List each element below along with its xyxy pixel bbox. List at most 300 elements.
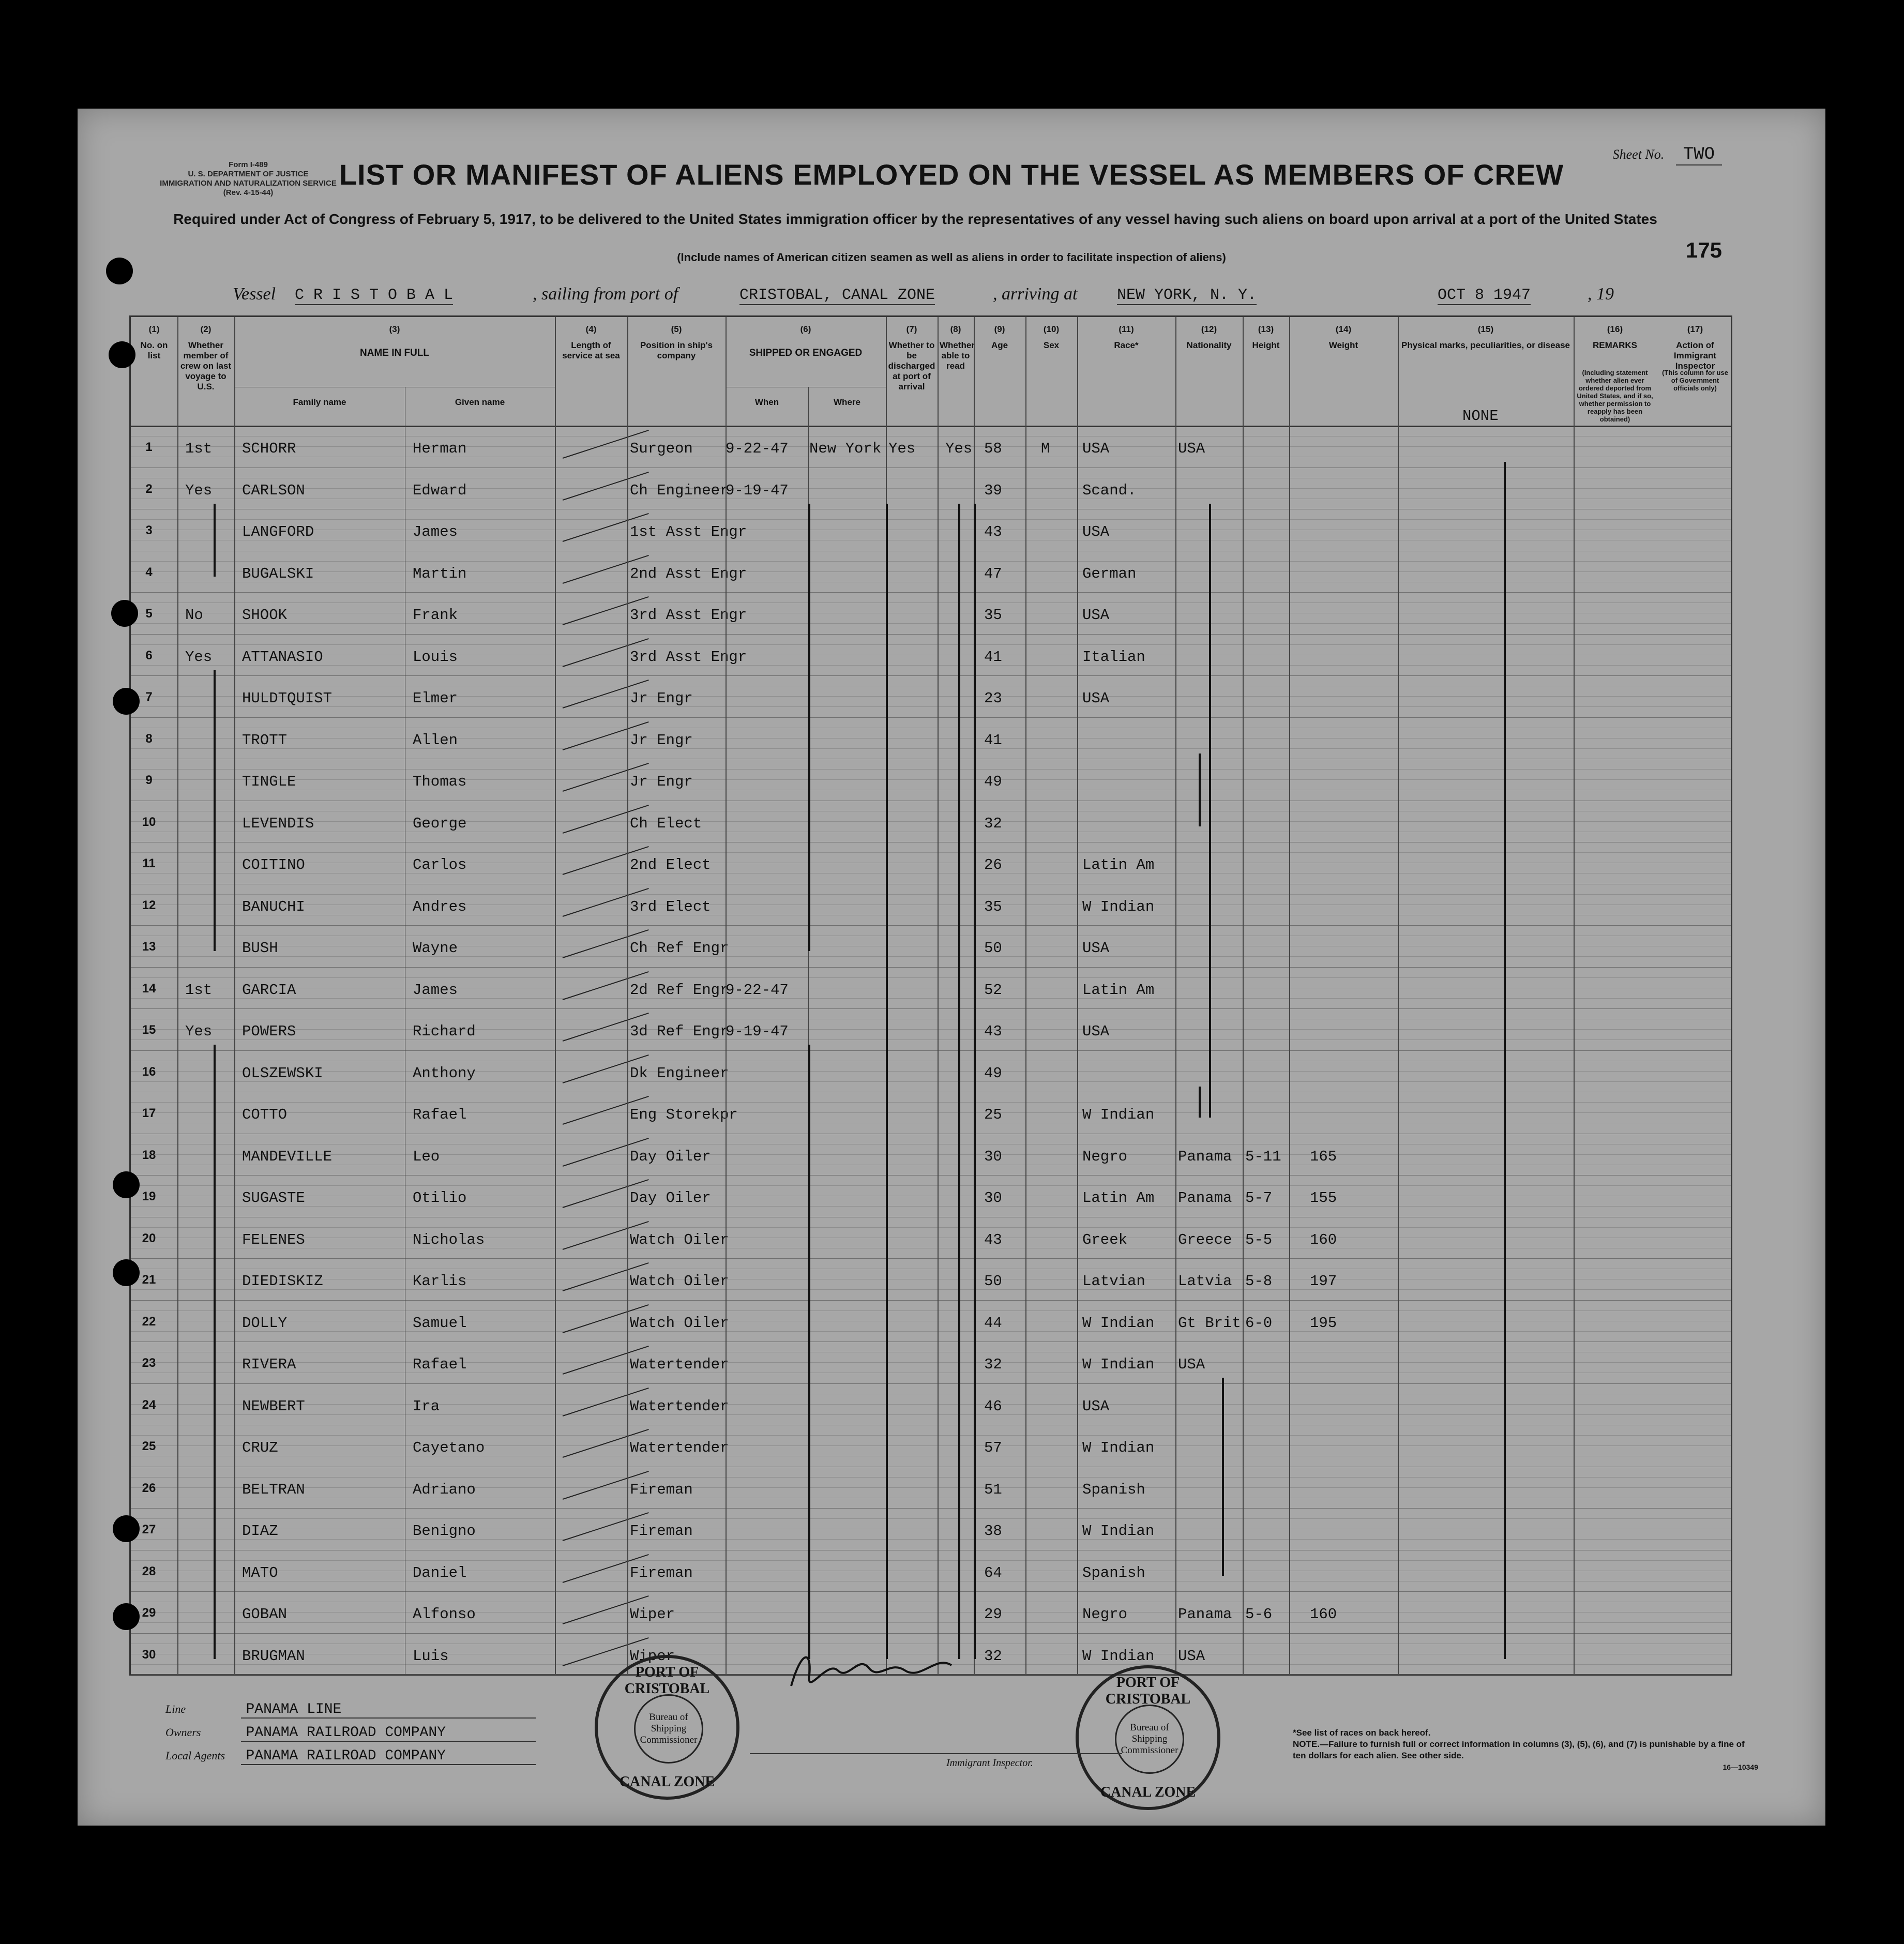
given-name: James	[413, 981, 458, 999]
header-number-c6: (6)	[800, 324, 811, 334]
header-label-c10: Sex	[1043, 340, 1060, 350]
last-voyage: 1st	[185, 440, 213, 457]
nationality: Panama	[1178, 1189, 1232, 1207]
row-number: 25	[142, 1439, 156, 1453]
family-name: BELTRAN	[242, 1481, 305, 1498]
given-name: Leo	[413, 1148, 440, 1165]
grid-line	[131, 1071, 1731, 1072]
given-name: Rafael	[413, 1356, 467, 1373]
row-number: 15	[142, 1023, 156, 1037]
given-name: Nicholas	[413, 1231, 485, 1248]
stamp-ring-bottom: CANAL ZONE	[1100, 1784, 1196, 1800]
given-name: Otilio	[413, 1189, 467, 1207]
row-number: 22	[142, 1314, 156, 1329]
agents-field	[165, 1748, 536, 1765]
row-number: 6	[145, 648, 153, 662]
form-id-line: IMMIGRATION AND NATURALIZATION SERVICE	[160, 179, 337, 188]
age: 35	[984, 898, 1002, 915]
header-number-c9: (9)	[994, 324, 1005, 334]
position: Wiper	[630, 1647, 675, 1665]
given-name: Martin	[413, 565, 467, 582]
header-number-c10: (10)	[1043, 324, 1060, 334]
port-stamp-right	[1076, 1665, 1220, 1810]
given-name: Daniel	[413, 1564, 467, 1581]
row-number: 4	[145, 565, 153, 579]
row-number: 27	[142, 1523, 156, 1536]
grid-line	[131, 1029, 1731, 1030]
header-label-c3: NAME IN FULL	[359, 348, 430, 358]
position: 1st Asst Engr	[630, 523, 747, 540]
page-number: 175	[1685, 238, 1722, 262]
row-number: 26	[142, 1481, 156, 1495]
grid-line	[131, 956, 1731, 957]
shipped-where: New York	[809, 440, 882, 457]
age: 41	[984, 648, 1002, 666]
header-number-c2: (2)	[200, 324, 211, 334]
table-row	[131, 1300, 1731, 1342]
family-name: FELENES	[242, 1231, 305, 1248]
race: Latin Am	[1082, 1189, 1155, 1207]
grid-line	[131, 1112, 1731, 1113]
grid-line	[131, 1102, 1731, 1103]
grid-line	[131, 696, 1731, 697]
given-name: Carlos	[413, 856, 467, 873]
grid-line	[131, 1539, 1731, 1540]
ditto-mark	[886, 504, 888, 1659]
ditto-mark	[958, 504, 960, 1659]
family-name: POWERS	[242, 1023, 296, 1040]
table-row	[131, 801, 1731, 842]
grid-line	[131, 1331, 1731, 1332]
given-name: Ira	[413, 1397, 440, 1415]
nationality: Panama	[1178, 1606, 1232, 1623]
stamp-ring-top: PORT OF CRISTOBAL	[624, 1664, 710, 1697]
nationality: Gt Brit	[1178, 1314, 1241, 1332]
ditto-mark	[214, 1045, 216, 1659]
header-number-c15: (15)	[1477, 324, 1494, 334]
form-id-line: (Rev. 4-15-44)	[223, 188, 274, 197]
ditto-mark	[214, 504, 216, 577]
position: Ch Elect	[630, 815, 702, 832]
grid-line	[131, 706, 1731, 707]
column-separator	[1398, 317, 1399, 1674]
grid-line	[131, 571, 1731, 572]
race: USA	[1082, 523, 1110, 540]
row-number: 29	[142, 1606, 156, 1620]
given-name: James	[413, 523, 458, 540]
fine-note-block	[1293, 1727, 1758, 1773]
age: 64	[984, 1564, 1002, 1581]
ditto-mark	[214, 670, 216, 952]
family-name: COITINO	[242, 856, 305, 873]
given-name: Anthony	[413, 1064, 476, 1082]
position: 3d Ref Engr	[630, 1023, 729, 1040]
header-label-c14: Weight	[1328, 340, 1358, 350]
last-voyage: 1st	[185, 981, 213, 999]
header-label-c8: Whether able to read	[940, 340, 975, 371]
position: Ch Engineer	[630, 481, 729, 499]
race: German	[1082, 565, 1137, 582]
stamp-ring-top: PORT OF CRISTOBAL	[1105, 1675, 1191, 1707]
weight: 165	[1310, 1148, 1337, 1165]
row-number: 16	[142, 1064, 156, 1079]
family-name: SHOOK	[242, 607, 288, 624]
sailing-label: , sailing from port of	[533, 284, 678, 304]
arrival-date: OCT 8 1947	[1438, 287, 1531, 304]
grid-line	[131, 779, 1731, 780]
family-name: TINGLE	[242, 773, 296, 790]
nationality: Latvia	[1178, 1273, 1232, 1290]
header-when: When	[754, 397, 779, 407]
table-row	[131, 1550, 1731, 1592]
given-name: Herman	[413, 440, 467, 457]
position: Watertender	[630, 1397, 729, 1415]
row-number: 1	[145, 440, 153, 454]
punch-hole	[113, 688, 140, 715]
grid-line	[131, 1477, 1731, 1478]
family-name: MATO	[242, 1564, 278, 1581]
column-separator	[1077, 317, 1078, 1674]
column-separator	[1025, 317, 1026, 1674]
family-name: BRUGMAN	[242, 1647, 305, 1665]
row-number: 19	[142, 1189, 156, 1203]
age: 29	[984, 1606, 1002, 1623]
grid-line	[131, 602, 1731, 603]
column-separator	[938, 317, 939, 1674]
table-row	[131, 1342, 1731, 1383]
family-name: BUGALSKI	[242, 565, 314, 582]
table-row	[131, 592, 1731, 634]
grid-line	[131, 1154, 1731, 1155]
line-value: PANAMA LINE	[241, 1701, 536, 1719]
table-row	[131, 842, 1731, 884]
family-name: SUGASTE	[242, 1189, 305, 1207]
row-number: 5	[145, 607, 153, 621]
grid-line	[131, 488, 1731, 489]
age: 32	[984, 1647, 1002, 1665]
punch-hole	[109, 341, 135, 368]
given-name: George	[413, 815, 467, 832]
position: 3rd Asst Engr	[630, 648, 747, 666]
arriving-label: , arriving at	[993, 284, 1078, 304]
given-name: Rafael	[413, 1106, 467, 1123]
page-subtitle: Required under Act of Congress of February 5, 1917, to be delivered to the United States immigration officer by the representatives of any vessel having such aliens on board upon arrival at a port of the United States	[173, 211, 1657, 227]
age: 25	[984, 1106, 1002, 1123]
given-name: Thomas	[413, 773, 467, 790]
header-number-c16: (16)	[1607, 324, 1623, 334]
header-label-c15: Physical marks, peculiarities, or disease	[1401, 340, 1570, 350]
family-name: DIEDISKIZ	[242, 1273, 323, 1290]
position: Watch Oiler	[630, 1231, 729, 1248]
row-number: 30	[142, 1647, 156, 1662]
ditto-mark	[1222, 1378, 1224, 1576]
punch-hole	[113, 1171, 140, 1198]
position: Wiper	[630, 1606, 675, 1623]
given-name: Wayne	[413, 940, 458, 957]
stamp-center: Bureau of Shipping Commissioner	[634, 1694, 703, 1764]
race: USA	[1082, 607, 1110, 624]
ditto-mark	[1199, 1087, 1201, 1118]
given-name: Edward	[413, 481, 467, 499]
voyage-line	[233, 284, 1722, 315]
age: 30	[984, 1148, 1002, 1165]
header-number-c12: (12)	[1201, 324, 1217, 334]
position: 3rd Asst Engr	[630, 607, 747, 624]
header-given-name: Given name	[455, 397, 505, 407]
row-number: 21	[142, 1273, 156, 1287]
header-label-c12: Nationality	[1186, 340, 1232, 350]
table-row	[131, 759, 1731, 801]
header-label-c4: Length of service at sea	[562, 340, 620, 360]
nationality: Greece	[1178, 1231, 1232, 1248]
position: Watertender	[630, 1439, 729, 1456]
race: Negro	[1082, 1606, 1128, 1623]
table-row	[131, 426, 1731, 468]
age: 43	[984, 523, 1002, 540]
header-label-c13: Height	[1252, 340, 1280, 350]
table-header	[131, 317, 1731, 427]
stamp-center: Bureau of Shipping Commissioner	[1115, 1705, 1184, 1774]
manifest-sheet	[78, 109, 1825, 1826]
table-row	[131, 1217, 1731, 1259]
family-name: CARLSON	[242, 481, 305, 499]
position: Watertender	[630, 1356, 729, 1373]
grid-line	[131, 1414, 1731, 1415]
grid-line	[131, 738, 1731, 739]
year-label: , 19	[1588, 284, 1614, 304]
able-to-read: Yes	[945, 440, 973, 457]
position: 2nd Elect	[630, 856, 711, 873]
family-name: OLSZEWSKI	[242, 1064, 323, 1082]
physical-marks-value: NONE	[1462, 408, 1499, 425]
given-name: Elmer	[413, 690, 458, 707]
row-number: 23	[142, 1356, 156, 1370]
age: 49	[984, 1064, 1002, 1082]
race: W Indian	[1082, 1106, 1155, 1123]
row-number: 18	[142, 1148, 156, 1162]
column-separator	[627, 317, 628, 1674]
column-separator	[1289, 317, 1290, 1674]
table-row	[131, 1134, 1731, 1176]
position: 3rd Elect	[630, 898, 711, 915]
header-number-c4: (4)	[585, 324, 597, 334]
stamp-ring-bottom: CANAL ZONE	[619, 1774, 715, 1790]
position: Fireman	[630, 1564, 693, 1581]
family-name: COTTO	[242, 1106, 288, 1123]
weight: 160	[1310, 1231, 1337, 1248]
given-name: Frank	[413, 607, 458, 624]
row-number: 13	[142, 940, 156, 954]
sailing-from: CRISTOBAL, CANAL ZONE	[739, 287, 935, 304]
age: 46	[984, 1397, 1002, 1415]
table-row	[131, 1008, 1731, 1050]
position: Watch Oiler	[630, 1273, 729, 1290]
height: 5-6	[1245, 1606, 1273, 1623]
given-name: Samuel	[413, 1314, 467, 1332]
family-name: DOLLY	[242, 1314, 288, 1332]
row-number: 9	[145, 773, 153, 787]
races-note: *See list of races on back hereof.	[1293, 1728, 1431, 1738]
grid-line	[131, 561, 1731, 562]
grid-line	[131, 1185, 1731, 1186]
position: Day Oiler	[630, 1148, 711, 1165]
grid-line	[131, 1310, 1731, 1311]
shipped-when: 9-19-47	[726, 481, 789, 499]
age: 52	[984, 981, 1002, 999]
position: Jr Engr	[630, 690, 693, 707]
given-name: Karlis	[413, 1273, 467, 1290]
table-row	[131, 884, 1731, 926]
age: 32	[984, 815, 1002, 832]
age: 35	[984, 607, 1002, 624]
shipped-when: 9-19-47	[726, 1023, 789, 1040]
column-separator	[177, 317, 178, 1674]
row-number: 11	[142, 856, 156, 870]
position: Watch Oiler	[630, 1314, 729, 1332]
table-row	[131, 967, 1731, 1009]
age: 23	[984, 690, 1002, 707]
table-row	[131, 1092, 1731, 1134]
punch-hole	[113, 1515, 140, 1542]
grid-line	[131, 1622, 1731, 1623]
last-voyage: No	[185, 607, 203, 624]
race: USA	[1082, 440, 1110, 457]
header-label-c1: No. on list	[140, 340, 168, 360]
header-number-c7: (7)	[906, 324, 917, 334]
table-row	[131, 675, 1731, 717]
age: 39	[984, 481, 1002, 499]
table-row	[131, 1383, 1731, 1425]
age: 38	[984, 1523, 1002, 1540]
race: Italian	[1082, 648, 1145, 666]
grid-line	[131, 1362, 1731, 1363]
given-name: Adriano	[413, 1481, 476, 1498]
ditto-mark	[974, 504, 976, 1659]
table-row	[131, 1425, 1731, 1467]
grid-line	[131, 1612, 1731, 1613]
age: 43	[984, 1231, 1002, 1248]
position: Surgeon	[630, 440, 693, 457]
shipped-when: 9-22-47	[726, 440, 789, 457]
grid-line	[131, 821, 1731, 822]
age: 58	[984, 440, 1002, 457]
family-name: NEWBERT	[242, 1397, 305, 1415]
discharged: Yes	[888, 440, 916, 457]
grid-line	[131, 1206, 1731, 1207]
grid-line	[131, 665, 1731, 666]
position: Fireman	[630, 1523, 693, 1540]
inspector-signature	[781, 1639, 998, 1701]
row-number: 12	[142, 898, 156, 912]
grid-line	[131, 748, 1731, 749]
sheet-number-value: TWO	[1676, 145, 1722, 165]
header-number-c11: (11)	[1119, 324, 1134, 334]
column-separator	[555, 317, 556, 1674]
header-number-c8: (8)	[950, 324, 961, 334]
remarks-subtext: (Including statement whether alien ever ordered deported from United States, and if so, whether permission to reapply has been obtained)	[1577, 369, 1653, 423]
family-name: BUSH	[242, 940, 278, 957]
race: Spanish	[1082, 1481, 1145, 1498]
grid-line	[131, 519, 1731, 520]
race: Latin Am	[1082, 856, 1155, 873]
page-title: LIST OR MANIFEST OF ALIENS EMPLOYED ON THE VESSEL AS MEMBERS OF CREW	[339, 158, 1564, 191]
weight: 155	[1310, 1189, 1337, 1207]
column-separator	[1574, 317, 1575, 1674]
crew-table	[129, 315, 1732, 1676]
punch-hole	[106, 258, 133, 284]
table-row	[131, 468, 1731, 509]
header-number-c3: (3)	[389, 324, 400, 334]
header-label-c11: Race*	[1114, 340, 1139, 350]
table-row	[131, 1258, 1731, 1300]
table-row	[131, 925, 1731, 967]
nationality: USA	[1178, 1356, 1205, 1373]
family-name: LEVENDIS	[242, 815, 314, 832]
grid-line	[131, 1081, 1731, 1082]
given-name: Cayetano	[413, 1439, 485, 1456]
position: Fireman	[630, 1481, 693, 1498]
grid-line	[131, 446, 1731, 447]
row-number: 20	[142, 1231, 156, 1245]
sheet-number-label: Sheet No.	[1612, 147, 1665, 162]
age: 47	[984, 565, 1002, 582]
row-number: 14	[142, 981, 156, 996]
form-id-line: U. S. DEPARTMENT OF JUSTICE	[188, 170, 309, 178]
grid-line	[131, 1435, 1731, 1436]
header-label-c6: SHIPPED OR ENGAGED	[749, 348, 863, 358]
grid-line	[131, 1227, 1731, 1228]
family-name: MANDEVILLE	[242, 1148, 333, 1165]
header-label-c2: Whether member of crew on last voyage to U.S.	[180, 340, 232, 391]
given-name: Allen	[413, 731, 458, 749]
last-voyage: Yes	[185, 648, 213, 666]
header-family-name: Family name	[293, 397, 346, 407]
grid-line	[131, 1289, 1731, 1290]
given-name: Alfonso	[413, 1606, 476, 1623]
race: Greek	[1082, 1231, 1128, 1248]
grid-line	[131, 1518, 1731, 1519]
header-label-c7: Whether to be discharged at port of arrival	[888, 340, 935, 391]
position: Eng Storekpr	[630, 1106, 738, 1123]
given-name: Luis	[413, 1647, 449, 1665]
grid-line	[131, 1560, 1731, 1561]
family-name: GARCIA	[242, 981, 296, 999]
position: Jr Engr	[630, 731, 693, 749]
header-number-c5: (5)	[671, 324, 682, 334]
grid-line	[131, 1445, 1731, 1446]
position: Jr Engr	[630, 773, 693, 790]
grid-line	[131, 1487, 1731, 1488]
last-voyage: Yes	[185, 481, 213, 499]
race: Latvian	[1082, 1273, 1145, 1290]
ditto-mark	[808, 1045, 810, 1659]
column-separator	[1175, 317, 1176, 1674]
race: USA	[1082, 1397, 1110, 1415]
table-row	[131, 551, 1731, 593]
table-row	[131, 717, 1731, 759]
punch-hole	[111, 600, 138, 627]
column-separator	[726, 317, 727, 1674]
row-number: 28	[142, 1564, 156, 1578]
grid-line	[131, 1404, 1731, 1405]
header-where: Where	[834, 397, 860, 407]
race: USA	[1082, 1023, 1110, 1040]
table-row	[131, 634, 1731, 676]
agents-value: PANAMA RAILROAD COMPANY	[241, 1748, 536, 1765]
row-number: 7	[145, 690, 153, 704]
family-name: ATTANASIO	[242, 648, 323, 666]
grid-line	[131, 769, 1731, 770]
